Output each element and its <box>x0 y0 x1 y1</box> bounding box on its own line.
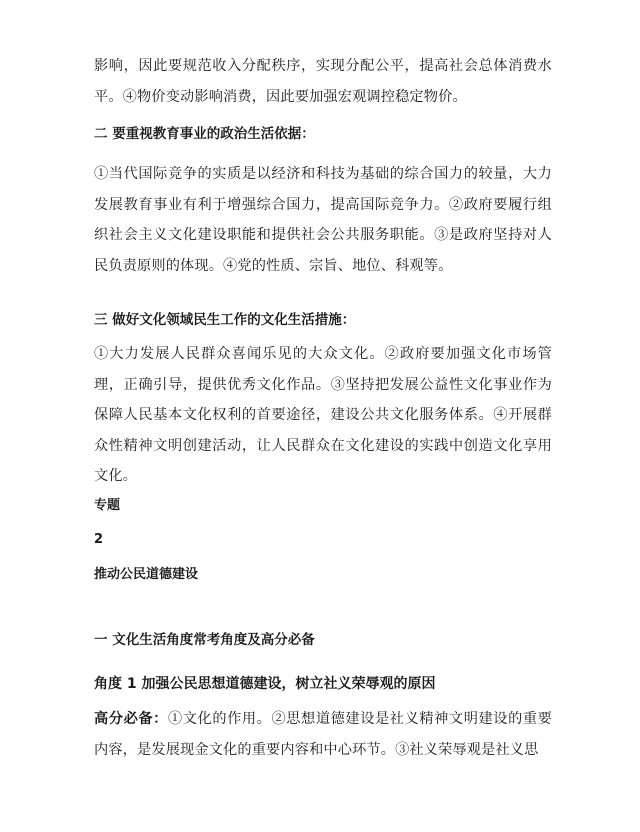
heading-cultural-livelihood-measures: 三 做好文化领域民生工作的文化生活措施： <box>94 312 356 328</box>
angle-heading <box>94 673 554 695</box>
key-points-text: ①文化的作用。②思想道德建设是社义精神文明建设的重要内容，是发展现金文化的重要内容和中心环节。③社义荣辱观是社义思 <box>94 711 552 758</box>
paragraph-cultural-measures: ①大力发展人民群众喜闻乐见的大众文化。②政府要加强文化市场管理，正确引导，提供优秀文化作品。③坚持把发展公益性文化事业作为保障人民基本文化权利的首要途径，建设公共文化服务体系。④开展群众性精神文明创建活动，让人民群众在文化建设的实践中创造文化享用文化。 <box>94 346 552 484</box>
topic-label: 专题 <box>94 498 121 513</box>
section-heading-cultural-angles: 一 文化生活角度常考角度及高分必备 <box>94 632 315 648</box>
topic-title: 推动公民道德建设 <box>94 567 199 582</box>
heading-education-political-basis: 二 要重视教育事业的政治生活依据： <box>94 126 315 142</box>
key-points-label: 高分必备： <box>94 711 168 727</box>
angle-label: 角度 <box>94 676 122 692</box>
angle-title-text: 加强公民思想道德建设，树立社义荣辱观的原因 <box>141 676 436 692</box>
paragraph-key-points <box>94 704 552 765</box>
paragraph-education-reasons: ①当代国际竞争的实质是以经济和科技为基础的综合国力的较量，大力发展教育事业有利于增强综合国力，提高国际竞争力。②政府要履行组织社会主义文化建设职能和提供社会公共服务职能。③是政府坚持对人民负责原则的体现。④党的性质、宗旨、地位、科观等。 <box>94 166 552 274</box>
paragraph-consumption-measures: 影响，因此要规范收入分配秩序，实现分配公平，提高社会总体消费水平。④物价变动影响消费，因此要加强宏观调控稳定物价。 <box>94 58 552 105</box>
angle-number: 1 <box>126 676 137 692</box>
topic-number: 2 <box>94 532 104 547</box>
